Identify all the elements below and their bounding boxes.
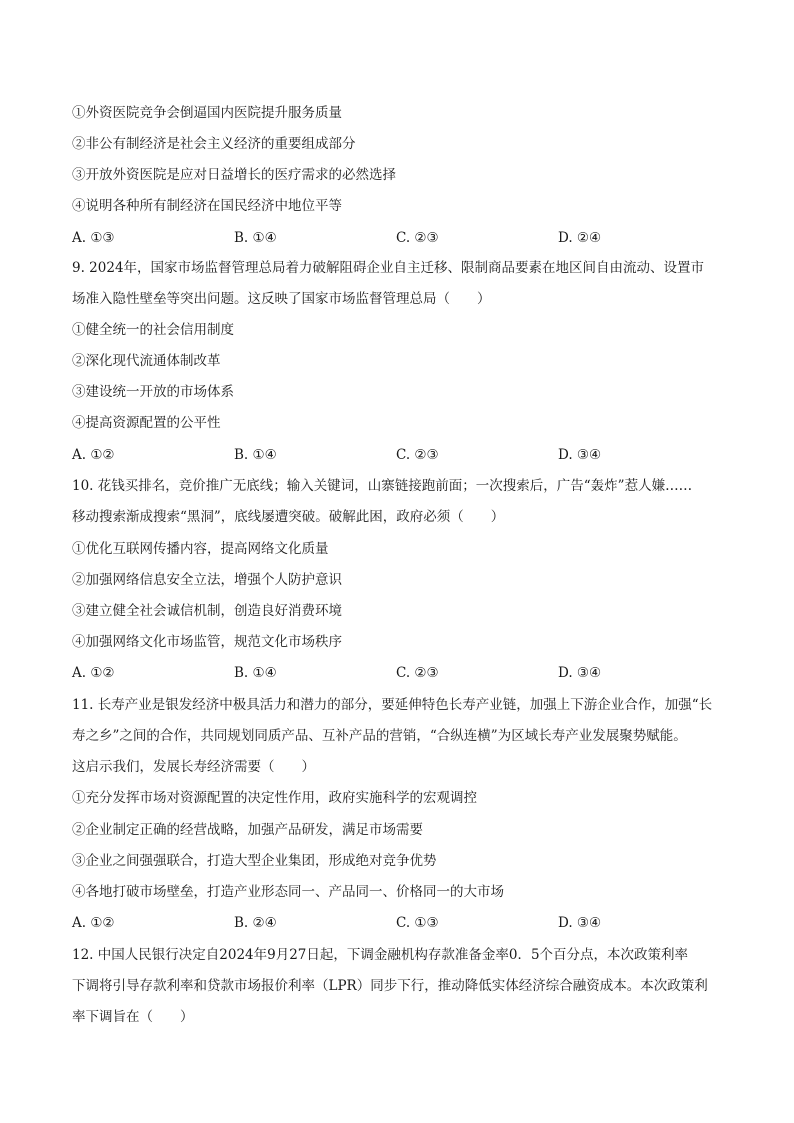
q12-stem-line-1: 12. 中国人民银行决定自2024年9月27日起，下调金融机构存款准备金率0．5个百分点，本次政策利率 [72,947,689,963]
q9-item-2: ②深化现代流通体制改革 [72,353,221,369]
q11-option-a: A. ①② [72,915,115,931]
q9-item-4: ④提高资源配置的公平性 [72,415,221,431]
q9-option-d: D. ③④ [558,447,602,463]
q9-option-c: C. ②③ [396,447,439,463]
q10-item-3: ③建立健全社会诚信机制，创造良好消费环境 [72,603,342,619]
q10-option-a: A. ①② [72,665,115,681]
q8-item-2: ②非公有制经济是社会主义经济的重要组成部分 [72,136,356,152]
q11-item-1: ①充分发挥市场对资源配置的决定性作用，政府实施科学的宏观调控 [72,790,477,806]
q11-stem-line-1: 11. 长寿产业是银发经济中极具活力和潜力的部分，要延伸特色长寿产业链，加强上下游企业合作，加强“长 [72,697,713,713]
q9-stem-line-2: 场准入隐性壁垒等突出问题。这反映了国家市场监督管理总局（ ） [72,291,491,307]
q11-option-b: B. ②④ [234,915,277,931]
q10-option-b: B. ①④ [234,665,277,681]
q9-option-b: B. ①④ [234,447,277,463]
q8-item-4: ④说明各种所有制经济在国民经济中地位平等 [72,198,342,214]
q8-item-1: ①外资医院竞争会倒逼国内医院提升服务质量 [72,105,342,121]
q8-option-c: C. ②③ [396,230,439,246]
q10-stem-line-1: 10. 花钱买排名，竞价推广无底线；输入关键词，山寨链接跑前面；一次搜索后，广告“轰炸”惹人嫌…… [72,478,693,494]
q8-item-3: ③开放外资医院是应对日益增长的医疗需求的必然选择 [72,167,396,183]
q11-stem-line-3: 这启示我们，发展长寿经济需要（ ） [72,759,315,775]
q9-item-3: ③建设统一开放的市场体系 [72,384,234,400]
q11-item-2: ②企业制定正确的经营战略，加强产品研发，满足市场需要 [72,822,423,838]
q12-stem-line-2: 下调将引导存款利率和贷款市场报价利率（LPR）同步下行，推动降低实体经济综合融资成本。本次政策利 [72,978,708,994]
q10-stem-line-2: 移动搜索渐成搜索“黑洞”，底线屡遭突破。破解此困，政府必须（ ） [72,509,505,525]
q9-item-1: ①健全统一的社会信用制度 [72,322,234,338]
q8-option-b: B. ①④ [234,230,277,246]
q8-option-a: A. ①③ [72,230,115,246]
q11-option-d: D. ③④ [558,915,602,931]
q10-item-2: ②加强网络信息安全立法，增强个人防护意识 [72,572,342,588]
q8-option-d: D. ②④ [558,230,602,246]
q10-item-1: ①优化互联网传播内容，提高网络文化质量 [72,541,329,557]
q10-option-c: C. ②③ [396,665,439,681]
q11-item-3: ③企业之间强强联合，打造大型企业集团，形成绝对竞争优势 [72,853,437,869]
q11-item-4: ④各地打破市场壁垒，打造产业形态同一、产品同一、价格同一的大市场 [72,884,504,900]
q11-option-c: C. ①③ [396,915,439,931]
q10-option-d: D. ③④ [558,665,602,681]
q12-stem-line-3: 率下调旨在（ ） [72,1009,194,1025]
q9-option-a: A. ①② [72,447,115,463]
q9-stem-line-1: 9. 2024年，国家市场监督管理总局着力破解阻碍企业自主迁移、限制商品要素在地区间自由流动、设置市 [72,260,705,276]
q10-item-4: ④加强网络文化市场监管，规范文化市场秩序 [72,634,342,650]
q11-stem-line-2: 寿之乡”之间的合作，共同规划同质产品、互补产品的营销，“合纵连横”为区域长寿产业发展聚势赋能。 [72,728,687,744]
